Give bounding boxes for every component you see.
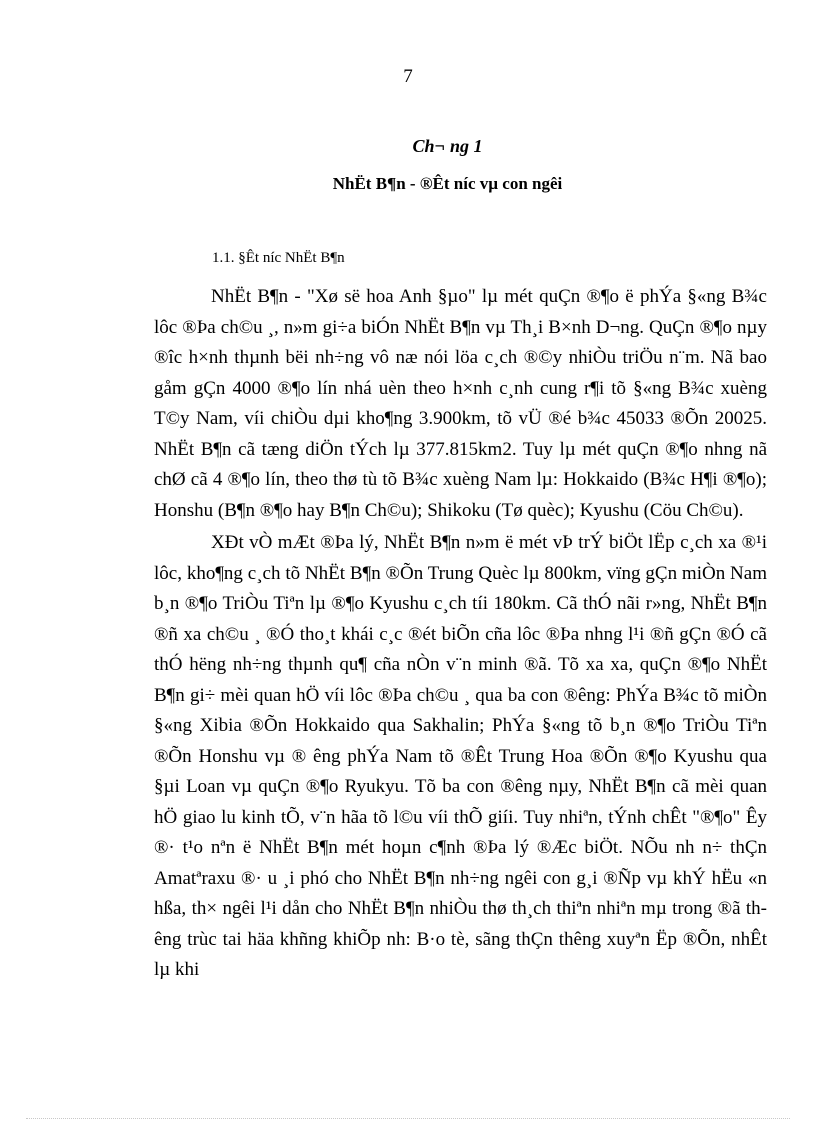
paragraph: NhËt B¶n - "Xø së hoa Anh §µo" lµ mét quÇn ®¶o ë phÝa §«ng B¾c lôc ®Þa ch©u ¸, n»m gi÷a biÓn NhËt B¶n vµ Th¸i B×nh D¬ng. QuÇn ®¶o nµy ®îc h×nh thµnh bëi nh÷ng vô næ nói löa c¸ch ®©y nhiÒu triÖu n¨m. Nã bao gåm gÇn 4000 ®¶o lín nhá uèn theo h×nh c¸nh cung r¶i tõ §«ng B¾c xuèng T©y Nam, víi chiÒu dµi kho¶ng 3.900km, tõ vÜ ®é b¾c 45033 ®Õn 20025. NhËt B¶n cã tæng diÖn tÝch lµ 377.815km2. Tuy lµ mét quÇn ®¶o nhng nã chØ cã 4 ®¶o lín, theo thø tù tõ B¾c xuèng Nam lµ: Hokkaido (B¾c H¶i ®¶o); Honshu (B¶n ®¶o hay B¶n Ch©u); Shikoku (Tø quèc); Kyushu (Cöu Ch©u).	[154, 286, 767, 521]
section-heading: 1.1. §Êt níc NhËt B¶n	[212, 250, 345, 266]
body-text	[154, 282, 767, 986]
footer-rule	[26, 1118, 790, 1119]
paragraph: XÐt vÒ mÆt ®Þa lý, NhËt B¶n n»m ë mét vÞ trÝ biÖt lËp c¸ch xa ®¹i lôc, kho¶ng c¸ch tõ NhËt B¶n ®Õn Trung Quèc lµ 800km, vïng gÇn miÒn Nam b¸n ®¶o TriÒu Tiªn lµ ®¶o Kyushu c¸ch tíi 180km. Cã thÓ nãi r»ng, NhËt B¶n ®ñ xa ch©u ¸ ®Ó tho¸t khái c¸c ®ét biÕn cña lôc ®Þa nhng l¹i ®ñ gÇn ®Ó cã thÓ hëng nh÷ng thµnh qu¶ cña nÒn v¨n minh ®ã. Tõ xa xa, quÇn ®¶o NhËt B¶n gi÷ mèi quan hÖ víi lôc ®Þa ch©u ¸ qua ba con ®êng: PhÝa B¾c tõ miÒn §«ng Xibia ®Õn Hokkaido qua Sakhalin; PhÝa §«ng tõ b¸n ®¶o TriÒu Tiªn ®Õn Honshu vµ ® êng phÝa Nam tõ ®Êt Trung Hoa ®Õn ®¶o Kyushu qua §µi Loan vµ quÇn ®¶o Ryukyu. Tõ ba con ®êng nµy, NhËt B¶n cã mèi quan hÖ giao lu kinh tÕ, v¨n hãa tõ l©u víi thÕ giíi. Tuy nhiªn, tÝnh chÊt "®¶o" Êy ®· t¹o nªn ë NhËt B¶n mét hoµn c¶nh ®Þa lý ®Æc biÖt. NÕu nh n÷ thÇn Amatªraxu ®· u ¸i phó cho NhËt B¶n nh÷ng ngêi con g¸i ®Ñp vµ khÝ hËu «n hßa, th× ngêi l¹i dån cho NhËt B¶n nhiÒu thø th¸ch thiªn nhiªn mµ trong ®ã thêng trùc tai häa khñng khiÕp nh: B·o tè, sãng thÇn thêng xuyªn Ëp ®Õn, nhÊt lµ khi	[154, 532, 767, 980]
chapter-title: Ch¬ ng 1	[412, 136, 483, 156]
page-number: 7	[403, 66, 413, 87]
chapter-subtitle: NhËt B¶n - ®Êt níc vµ con ngêi	[332, 174, 563, 193]
